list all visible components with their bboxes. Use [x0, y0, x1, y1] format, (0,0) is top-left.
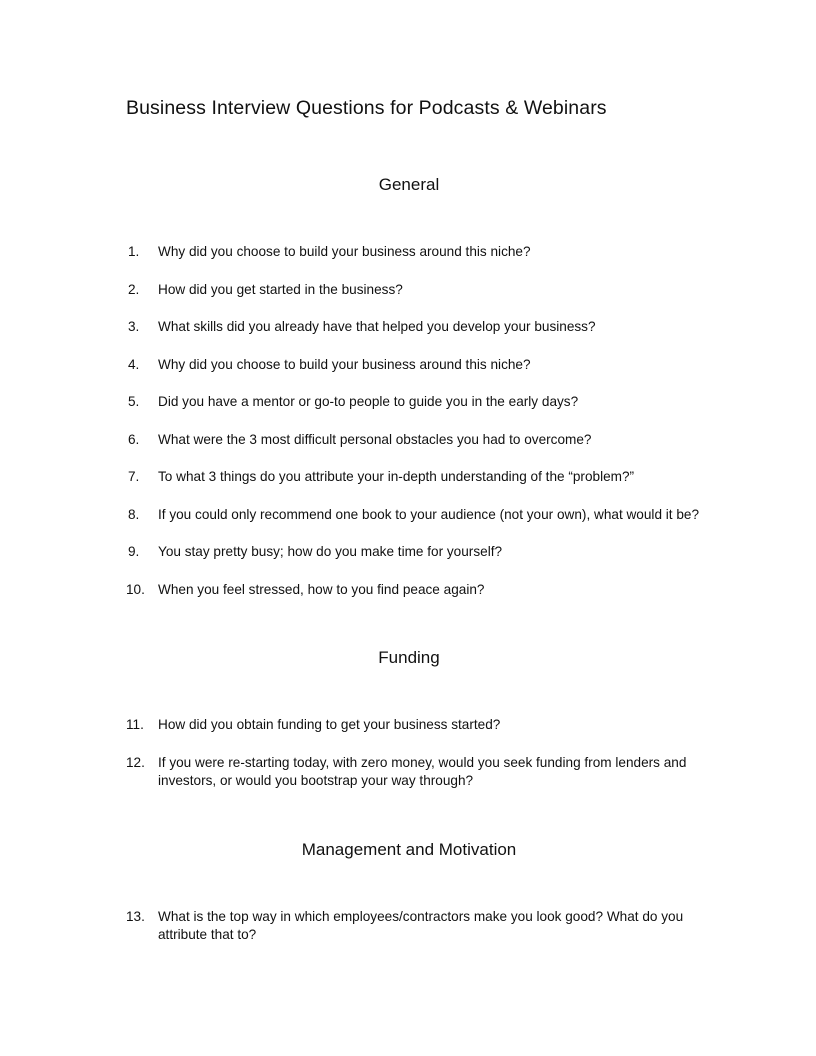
list-item-text: How did you get started in the business? [158, 281, 403, 297]
list-item-text: To what 3 things do you attribute your in-depth understanding of the “problem?” [158, 469, 635, 484]
list-item [126, 908, 706, 945]
list-item [126, 716, 706, 735]
list-item-text: You stay pretty busy; how do you make time for yourself? [158, 544, 503, 559]
list-item-text: If you were re-starting today, with zero money, would you seek funding from lenders and investors, or would you bootstrap your way through? [158, 754, 687, 788]
section-heading-general: General [378, 175, 440, 194]
list-item-text: Why did you choose to build your business around this niche? [158, 356, 531, 372]
list-item [126, 356, 706, 375]
list-item-number: 1. [128, 244, 140, 259]
list-item-number: 2. [128, 281, 140, 297]
list-item-number: 11. [126, 717, 144, 732]
list-item-text: How did you obtain funding to get your business started? [158, 717, 501, 732]
spacer [126, 791, 716, 839]
list-item-number: 7. [128, 469, 140, 484]
page-title: Business Interview Questions for Podcasts & Webinars [126, 97, 607, 119]
list-item [126, 468, 706, 487]
spacer [126, 669, 716, 716]
list-item [126, 543, 706, 562]
list-item-number: 3. [128, 319, 140, 334]
section-heading-management-and-motivation: Management and Motivation [301, 839, 517, 859]
list-item-number: 9. [128, 544, 140, 559]
list-item-text: Why did you choose to build your business around this niche? [158, 244, 531, 259]
question-list-general [126, 243, 716, 599]
list-item [126, 243, 706, 262]
list-item [126, 581, 706, 600]
list-item-text: What skills did you already have that helped you develop your business? [158, 319, 596, 334]
list-item-text: What is the top way in which employees/contractors make you look good? What do you attribute that to? [158, 908, 684, 942]
list-item-number: 4. [128, 356, 140, 372]
spacer [126, 120, 716, 174]
list-item-number: 12. [126, 754, 145, 770]
list-item-text: If you could only recommend one book to your audience (not your own), what would it be? [158, 506, 700, 522]
spacer [126, 861, 716, 908]
question-list-funding [126, 716, 716, 791]
spacer [126, 599, 716, 647]
list-item [126, 431, 706, 450]
list-item-number: 8. [128, 506, 140, 522]
list-item-text: When you feel stressed, how to you find peace again? [158, 581, 485, 597]
list-item-number: 10. [126, 581, 145, 597]
list-item [126, 318, 706, 337]
list-item [126, 506, 706, 525]
list-item [126, 393, 706, 412]
list-item-number: 13. [126, 908, 145, 924]
list-item-text: Did you have a mentor or go-to people to guide you in the early days? [158, 394, 579, 409]
question-list-management [126, 908, 716, 945]
list-item-number: 6. [128, 431, 140, 447]
list-item-number: 5. [128, 394, 140, 409]
list-item [126, 281, 706, 300]
spacer [126, 196, 716, 243]
document-content [126, 96, 716, 945]
list-item [126, 754, 706, 791]
section-heading-funding: Funding [378, 648, 440, 667]
list-item-text: What were the 3 most difficult personal obstacles you had to overcome? [158, 431, 592, 447]
